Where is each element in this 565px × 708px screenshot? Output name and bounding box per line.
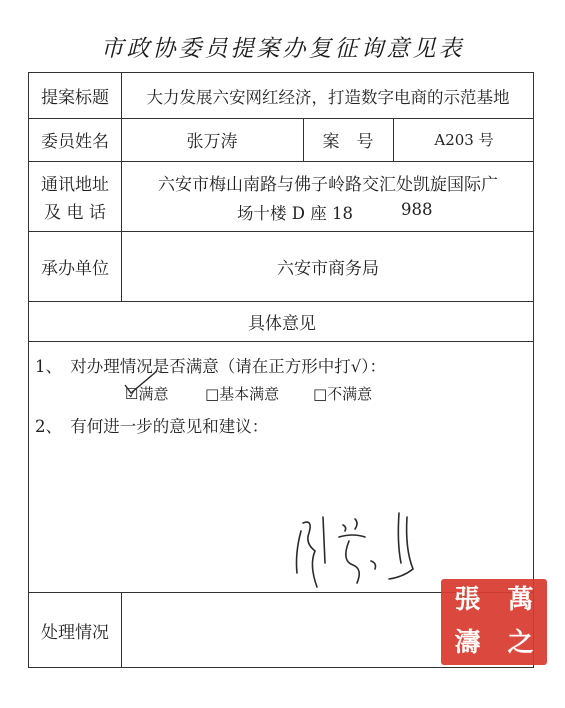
handling-label: 处理情况 — [41, 622, 109, 643]
case-number-label: 案 号 — [322, 132, 374, 152]
question-2: 2、 有何进一步的意见和建议： — [35, 417, 269, 436]
address-label-line1: 通讯地址 — [41, 174, 109, 195]
address-value-line2-b: 988 — [401, 200, 433, 219]
opinion-form — [28, 72, 534, 668]
proposal-title-label: 提案标题 — [41, 88, 109, 108]
unit-label: 承办单位 — [41, 258, 109, 279]
row-divider — [29, 341, 533, 342]
seal-char: 萬 — [507, 585, 534, 615]
form-title: 市政协委员提案办复征询意见表 — [100, 36, 465, 62]
handling-value[interactable] — [121, 592, 535, 668]
handwritten-signature — [279, 503, 449, 595]
seal-char: 張 — [454, 585, 481, 615]
address-label-line2: 及 电 话 — [44, 202, 106, 223]
case-number-value: A203 号 — [434, 131, 494, 149]
proposal-title-value: 大力发展六安网红经济，打造数字电商的示范基地 — [146, 87, 510, 107]
handwritten-check-mark — [119, 369, 179, 395]
seal-char: 濤 — [454, 628, 481, 658]
opinion-header: 具体意见 — [248, 313, 316, 334]
option-satisfied[interactable]: ☑满意 — [125, 385, 169, 403]
redacted-phone-digits — [361, 200, 399, 222]
question-1: 1、 对办理情况是否满意（请在正方形中打√）： — [35, 357, 387, 376]
address-value-line2-a: 场十楼 D 座 18 — [237, 204, 353, 223]
unit-value: 六安市商务局 — [277, 258, 379, 279]
member-name-value: 张万涛 — [186, 132, 238, 152]
option-unsatisfied[interactable]: □不满意 — [313, 385, 373, 403]
option-basically-satisfied[interactable]: □基本满意 — [205, 385, 280, 403]
row-divider — [29, 161, 533, 162]
seal-char: 之 — [507, 628, 534, 658]
member-name-label: 委员姓名 — [41, 132, 109, 152]
address-value-line1: 六安市梅山南路与佛子岭路交汇处凯旋国际广 — [158, 174, 498, 195]
